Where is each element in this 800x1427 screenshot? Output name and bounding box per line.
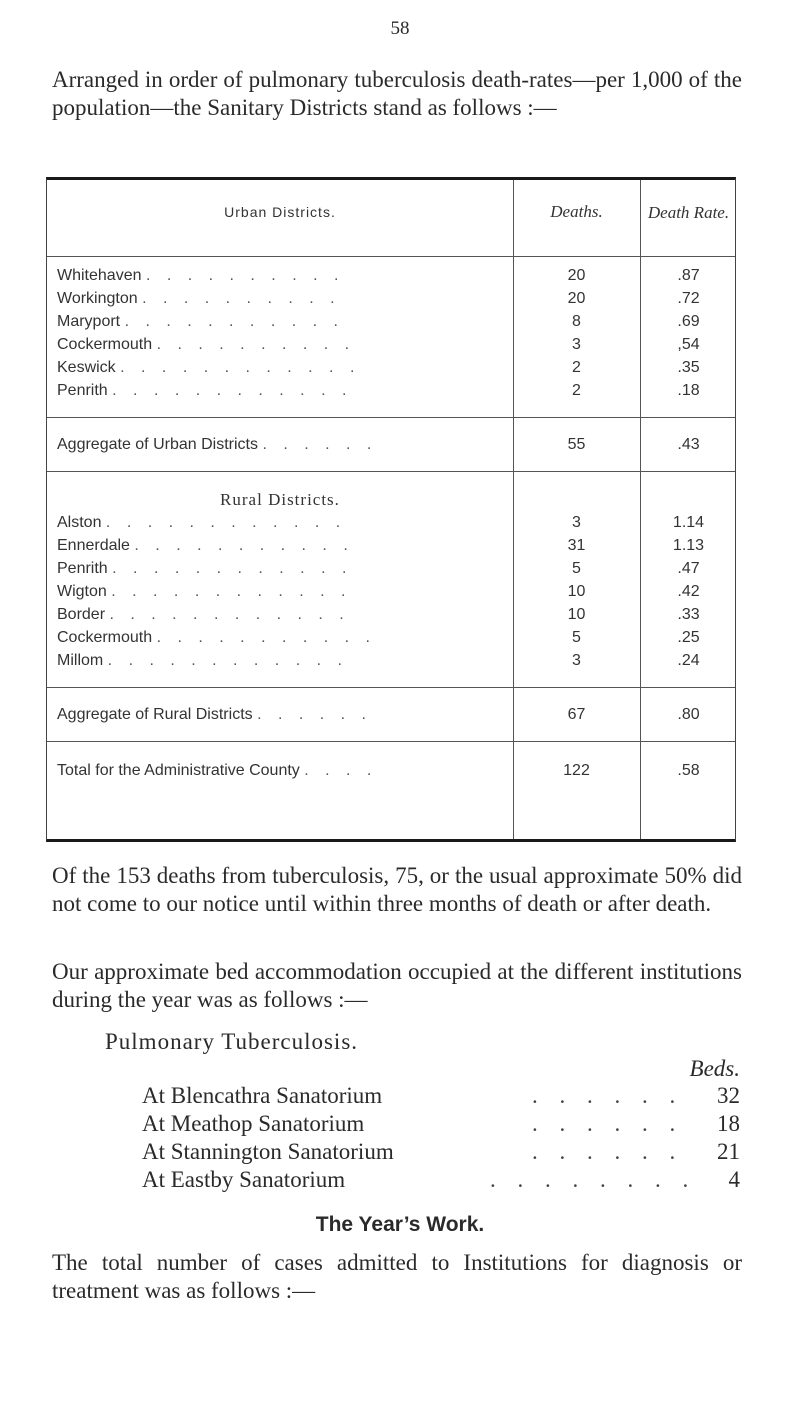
aggregate-label: Aggregate of Urban Districts . . . . . .: [57, 436, 378, 453]
deaths-value: 5: [572, 629, 581, 646]
rate-value: 1.14: [672, 514, 705, 531]
bed-count: 18: [717, 1111, 740, 1136]
rate-value: .69: [677, 313, 700, 330]
deaths-value: 55: [567, 436, 586, 453]
table-row: [47, 514, 735, 534]
district-name: Cockermouth . . . . . . . . . .: [57, 336, 356, 353]
table-row: [47, 313, 735, 333]
district-name: Wigton . . . . . . . . . . . .: [57, 583, 352, 600]
aggregate-label: Aggregate of Rural Districts . . . . . .: [57, 706, 372, 723]
deaths-value: 2: [572, 382, 581, 399]
bed-count: 4: [728, 1167, 740, 1192]
header-urban-districts: Urban Districts.: [224, 204, 336, 220]
rate-value: .18: [677, 382, 700, 399]
deaths-value: 8: [572, 313, 581, 330]
institution-name: At Stannington Sanatorium: [142, 1139, 394, 1164]
table-rule: [47, 471, 735, 472]
table-row: [47, 560, 735, 580]
header-deaths: Deaths.: [550, 202, 603, 221]
district-name: Penrith . . . . . . . . . . . .: [57, 560, 353, 577]
aggregate-row: [47, 706, 735, 726]
bed-row: [142, 1139, 740, 1167]
rate-value: .72: [677, 290, 700, 307]
table-row: [47, 583, 735, 603]
table-rule: [47, 741, 735, 742]
deaths-value: 2: [572, 359, 581, 376]
deaths-value: 5: [572, 560, 581, 577]
cases-admitted-paragraph: The total number of cases admitted to Institutions for diagnosis or treatment was as follows :—: [52, 1250, 742, 1303]
table-rule: [47, 417, 735, 418]
dot-leader: . . . . . .: [532, 1111, 684, 1136]
aggregate-row: [47, 436, 735, 456]
beds-column-label: Beds.: [689, 1056, 740, 1081]
district-name: Whitehaven . . . . . . . . . .: [57, 267, 345, 284]
rate-value: .47: [677, 560, 700, 577]
dot-leader: . . . . . .: [532, 1139, 684, 1164]
deaths-value: 122: [563, 762, 590, 779]
years-work-heading: The Year’s Work.: [315, 1213, 485, 1236]
bed-count: 32: [717, 1083, 740, 1108]
table-row: [47, 606, 735, 626]
table-row: [47, 629, 735, 649]
total-label: Total for the Administrative County . . . .: [57, 762, 378, 779]
institution-name: At Meathop Sanatorium: [142, 1111, 365, 1136]
header-death-rate: Death Rate.: [647, 203, 730, 222]
table-row: [47, 652, 735, 672]
table-row: [47, 290, 735, 310]
intro-paragraph: Arranged in order of pulmonary tuberculosis death-rates—per 1,000 of the population—the Sanitary Districts stand as follows :—: [52, 67, 742, 120]
deaths-value: 3: [572, 514, 581, 531]
district-name: Cockermouth . . . . . . . . . . .: [57, 629, 376, 646]
table-row: [47, 537, 735, 557]
deaths-notice-paragraph: Of the 153 deaths from tuberculosis, 75, or the usual approximate 50% did not come to our notice until within three months of death or after death.: [52, 863, 742, 916]
rate-value: 1.13: [672, 537, 705, 554]
table-rule: [47, 687, 735, 688]
table-row: [47, 336, 735, 356]
page-number: 58: [390, 18, 410, 39]
bed-count: 21: [717, 1139, 740, 1164]
total-row: [47, 762, 735, 782]
institution-name: At Blencathra Sanatorium: [142, 1083, 383, 1108]
death-rate-table: [46, 177, 736, 842]
deaths-value: 10: [567, 606, 586, 623]
pulmonary-tuberculosis-heading: Pulmonary Tuberculosis.: [105, 1029, 359, 1054]
deaths-value: 10: [567, 583, 586, 600]
bed-row: [142, 1167, 740, 1195]
institution-name: At Eastby Sanatorium: [142, 1167, 346, 1192]
rate-value: .33: [677, 606, 700, 623]
bed-row: [142, 1111, 740, 1139]
deaths-value: 20: [567, 267, 586, 284]
bed-accommodation-paragraph: Our approximate bed accommodation occupied at the different institutions during the year was as follows :—: [52, 959, 742, 1012]
deaths-value: 3: [572, 336, 581, 353]
deaths-value: 20: [567, 290, 586, 307]
district-name: Workington . . . . . . . . . .: [57, 290, 341, 307]
table-row: [47, 267, 735, 287]
table-row: [47, 359, 735, 379]
deaths-value: 31: [567, 537, 586, 554]
district-name: Millom . . . . . . . . . . . .: [57, 652, 348, 669]
district-name: Keswick . . . . . . . . . . . .: [57, 359, 361, 376]
dot-leader: . . . . . . . .: [490, 1167, 697, 1192]
rate-value: .25: [677, 629, 700, 646]
district-name: Ennerdale . . . . . . . . . . .: [57, 537, 354, 554]
rate-value: .42: [677, 583, 700, 600]
rate-value: .87: [677, 267, 700, 284]
table-rule: [47, 256, 735, 257]
district-name: Maryport . . . . . . . . . . .: [57, 313, 344, 330]
deaths-value: 67: [567, 706, 586, 723]
district-name: Border . . . . . . . . . . . .: [57, 606, 350, 623]
rate-value: .43: [677, 436, 700, 453]
district-name: Alston . . . . . . . . . . . .: [57, 514, 347, 531]
header-rural-districts: Rural Districts.: [220, 490, 340, 509]
rate-value: .24: [677, 652, 700, 669]
rate-value: .80: [677, 706, 700, 723]
table-row: [47, 382, 735, 402]
rate-value: ,54: [677, 336, 700, 353]
district-name: Penrith . . . . . . . . . . . .: [57, 382, 353, 399]
deaths-value: 3: [572, 652, 581, 669]
rate-value: .35: [677, 359, 700, 376]
bed-row: [142, 1083, 740, 1111]
dot-leader: . . . . . .: [532, 1083, 684, 1108]
rate-value: .58: [677, 762, 700, 779]
